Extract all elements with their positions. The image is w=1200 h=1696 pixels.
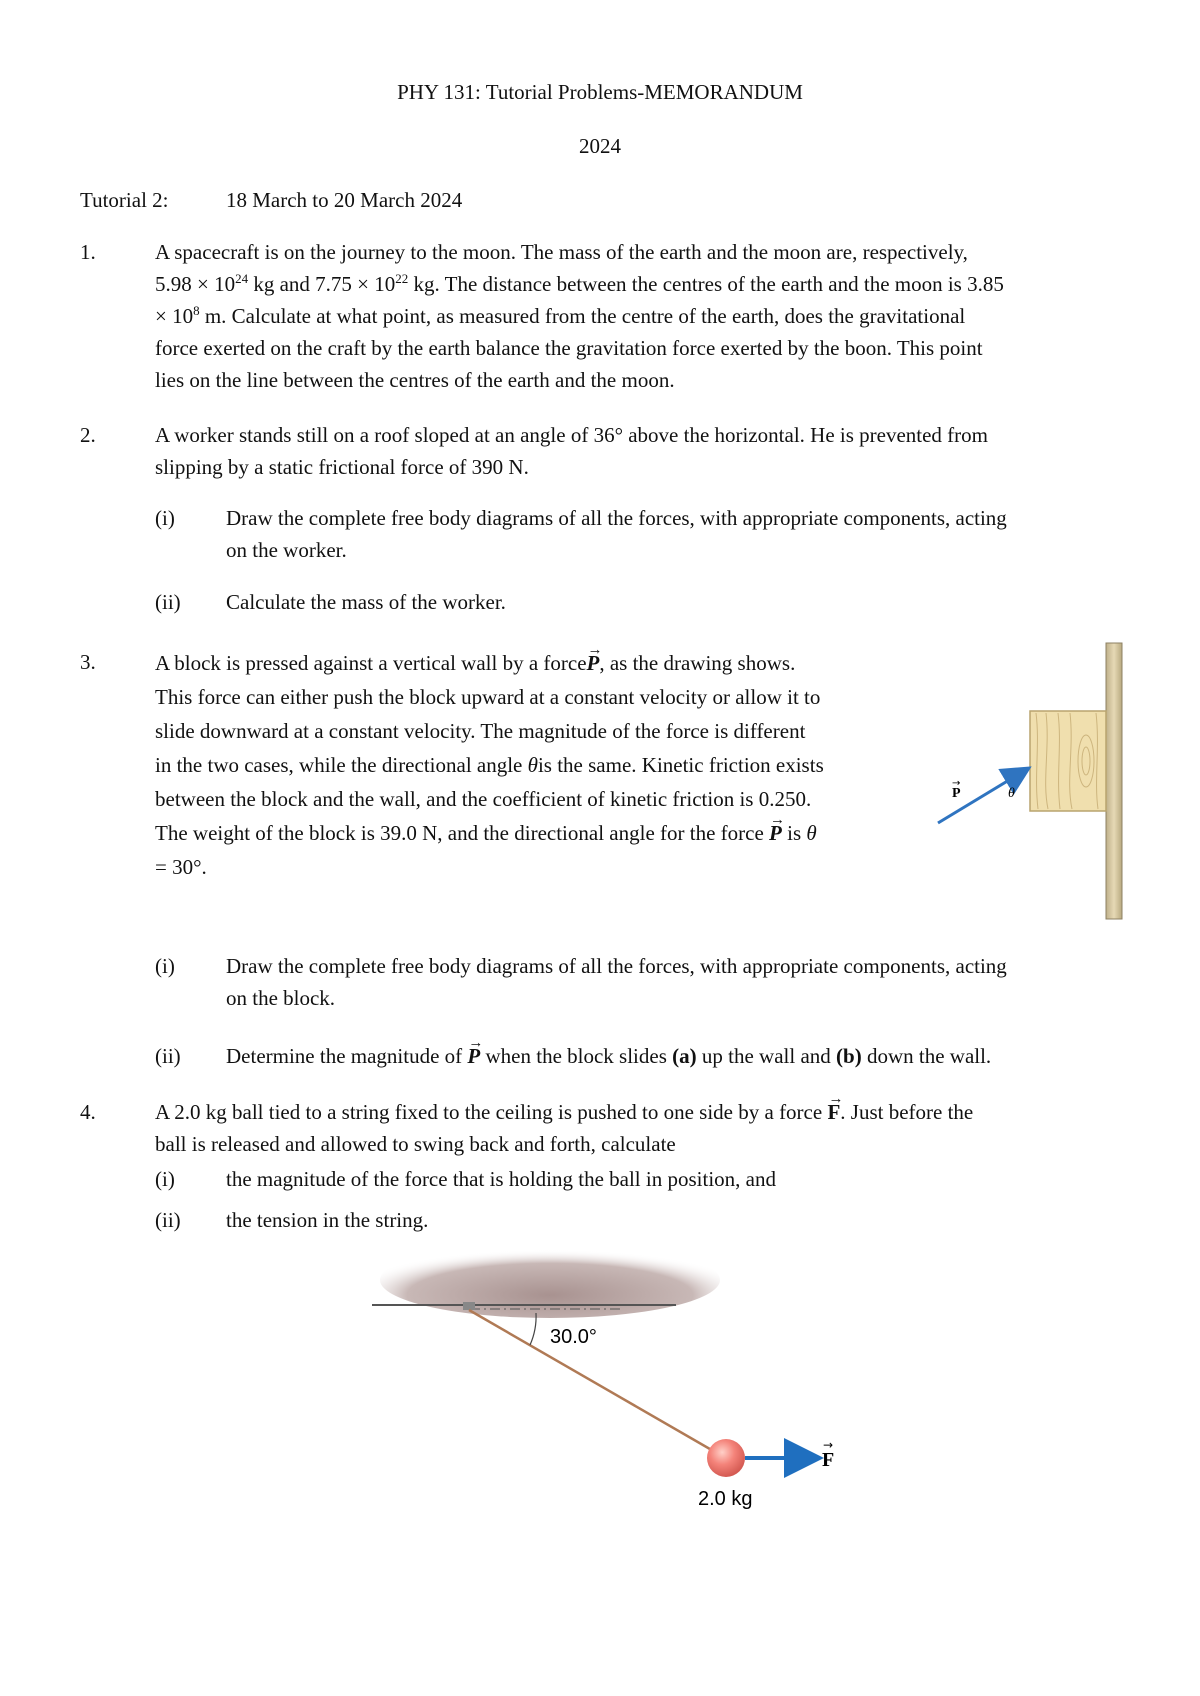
q4-i-label: (i): [155, 1167, 175, 1191]
q3-line-3: slide downward at a constant velocity. The magnitude of the force is different: [155, 719, 806, 743]
q2-line-2: slipping by a static frictional force of 390 N.: [155, 455, 529, 479]
figure-theta-label: θ: [1008, 786, 1015, 801]
q3-i-text: Draw the complete free body diagrams of all the forces, with appropriate components, acting on the block.: [226, 954, 1007, 1010]
vector-f: → F: [827, 1096, 840, 1128]
figure-p-label: P: [952, 786, 961, 801]
block-wall-diagram: [930, 635, 1150, 925]
q3-ii-label: (ii): [155, 1044, 181, 1068]
string-anchor: [463, 1302, 475, 1310]
figure-p-arrow-glyph: →: [952, 778, 961, 789]
wooden-block: [1030, 711, 1106, 811]
q2-line-1: A worker stands still on a roof sloped at an angle of 36° above the horizontal. He is prevented from: [155, 423, 989, 447]
q1-line-2: $5.98 \times 10^{24}$ kg and $7.75 \times 10^{22}$ kg. The distance between the centres of the earth and the moon is 3.85: [155, 271, 1004, 296]
mass-label: 2.0 kg: [698, 1488, 753, 1510]
q3-ii-text: Determine the magnitude of → P when the block slides (a) up the wall and (b) down the wall.: [226, 1040, 991, 1072]
q1-line-4: force exerted on the craft by the earth balance the gravitation force exerted by the boon. This point: [155, 336, 983, 360]
q1-line-5: lies on the line between the centres of the earth and the moon.: [155, 368, 675, 392]
q2-i-label: (i): [155, 506, 175, 530]
q4-number: 4.: [80, 1100, 96, 1124]
q4-ii-label: (ii): [155, 1208, 181, 1232]
vector-p: → P: [467, 1040, 480, 1072]
q3-line-4: in the two cases, while the directional angle θis the same. Kinetic friction exists: [155, 753, 824, 777]
q3-line-2: This force can either push the block upward at a constant velocity or allow it to: [155, 685, 821, 709]
q2-i-text: Draw the complete free body diagrams of all the forces, with appropriate components, acting on the worker.: [226, 506, 1007, 562]
vector-p: → P: [769, 816, 782, 850]
q1-number: 1.: [80, 240, 96, 264]
q4-i-text: the magnitude of the force that is holding the ball in position, and: [226, 1167, 776, 1191]
q2-ii-text: Calculate the mass of the worker.: [226, 590, 506, 614]
page-title: PHY 131: Tutorial Problems-MEMORANDUM: [397, 80, 803, 104]
page-year: 2024: [579, 134, 621, 158]
q3-line-5: between the block and the wall, and the coefficient of kinetic friction is 0.250.: [155, 787, 812, 811]
vector-p: → P: [587, 646, 600, 680]
q4-ii-text: the tension in the string.: [226, 1208, 429, 1232]
figure-f-arrow-glyph: →: [823, 1438, 834, 1452]
q4-line-2: ball is released and allowed to swing back and forth, calculate: [155, 1132, 676, 1156]
tutorial-dates: 18 March to 20 March 2024: [226, 188, 463, 212]
q3-number: 3.: [80, 650, 96, 674]
q4-text: [155, 1096, 1125, 1160]
q4-line-1: A 2.0 kg ball tied to a string fixed to the ceiling is pushed to one side by a force → F. Just before the: [155, 1096, 1125, 1128]
q1-text: [155, 236, 1125, 396]
q3-text: [155, 646, 920, 884]
q2-text: [155, 419, 1125, 483]
q1-line-3: × $10^8$ m. Calculate at what point, as measured from the centre of the earth, does the gravitational: [155, 303, 966, 328]
q2-number: 2.: [80, 423, 96, 447]
wall: [1106, 643, 1122, 919]
ball: [707, 1439, 745, 1477]
pendulum-diagram: [360, 1245, 880, 1515]
q3-line-6: The weight of the block is 39.0 N, and the directional angle for the force → P is θ: [155, 816, 920, 850]
tutorial-label: Tutorial 2:: [80, 188, 169, 212]
angle-label: 30.0°: [550, 1326, 597, 1348]
q2-ii-label: (ii): [155, 590, 181, 614]
q3-line-1: A block is pressed against a vertical wall by a force→ P, as the drawing shows.: [155, 646, 920, 680]
q3-line-7: = 30°.: [155, 855, 207, 879]
q3-i-label: (i): [155, 954, 175, 978]
figure-f-label: F: [822, 1449, 835, 1471]
q1-line-1: A spacecraft is on the journey to the moon. The mass of the earth and the moon are, respectively,: [155, 240, 968, 264]
